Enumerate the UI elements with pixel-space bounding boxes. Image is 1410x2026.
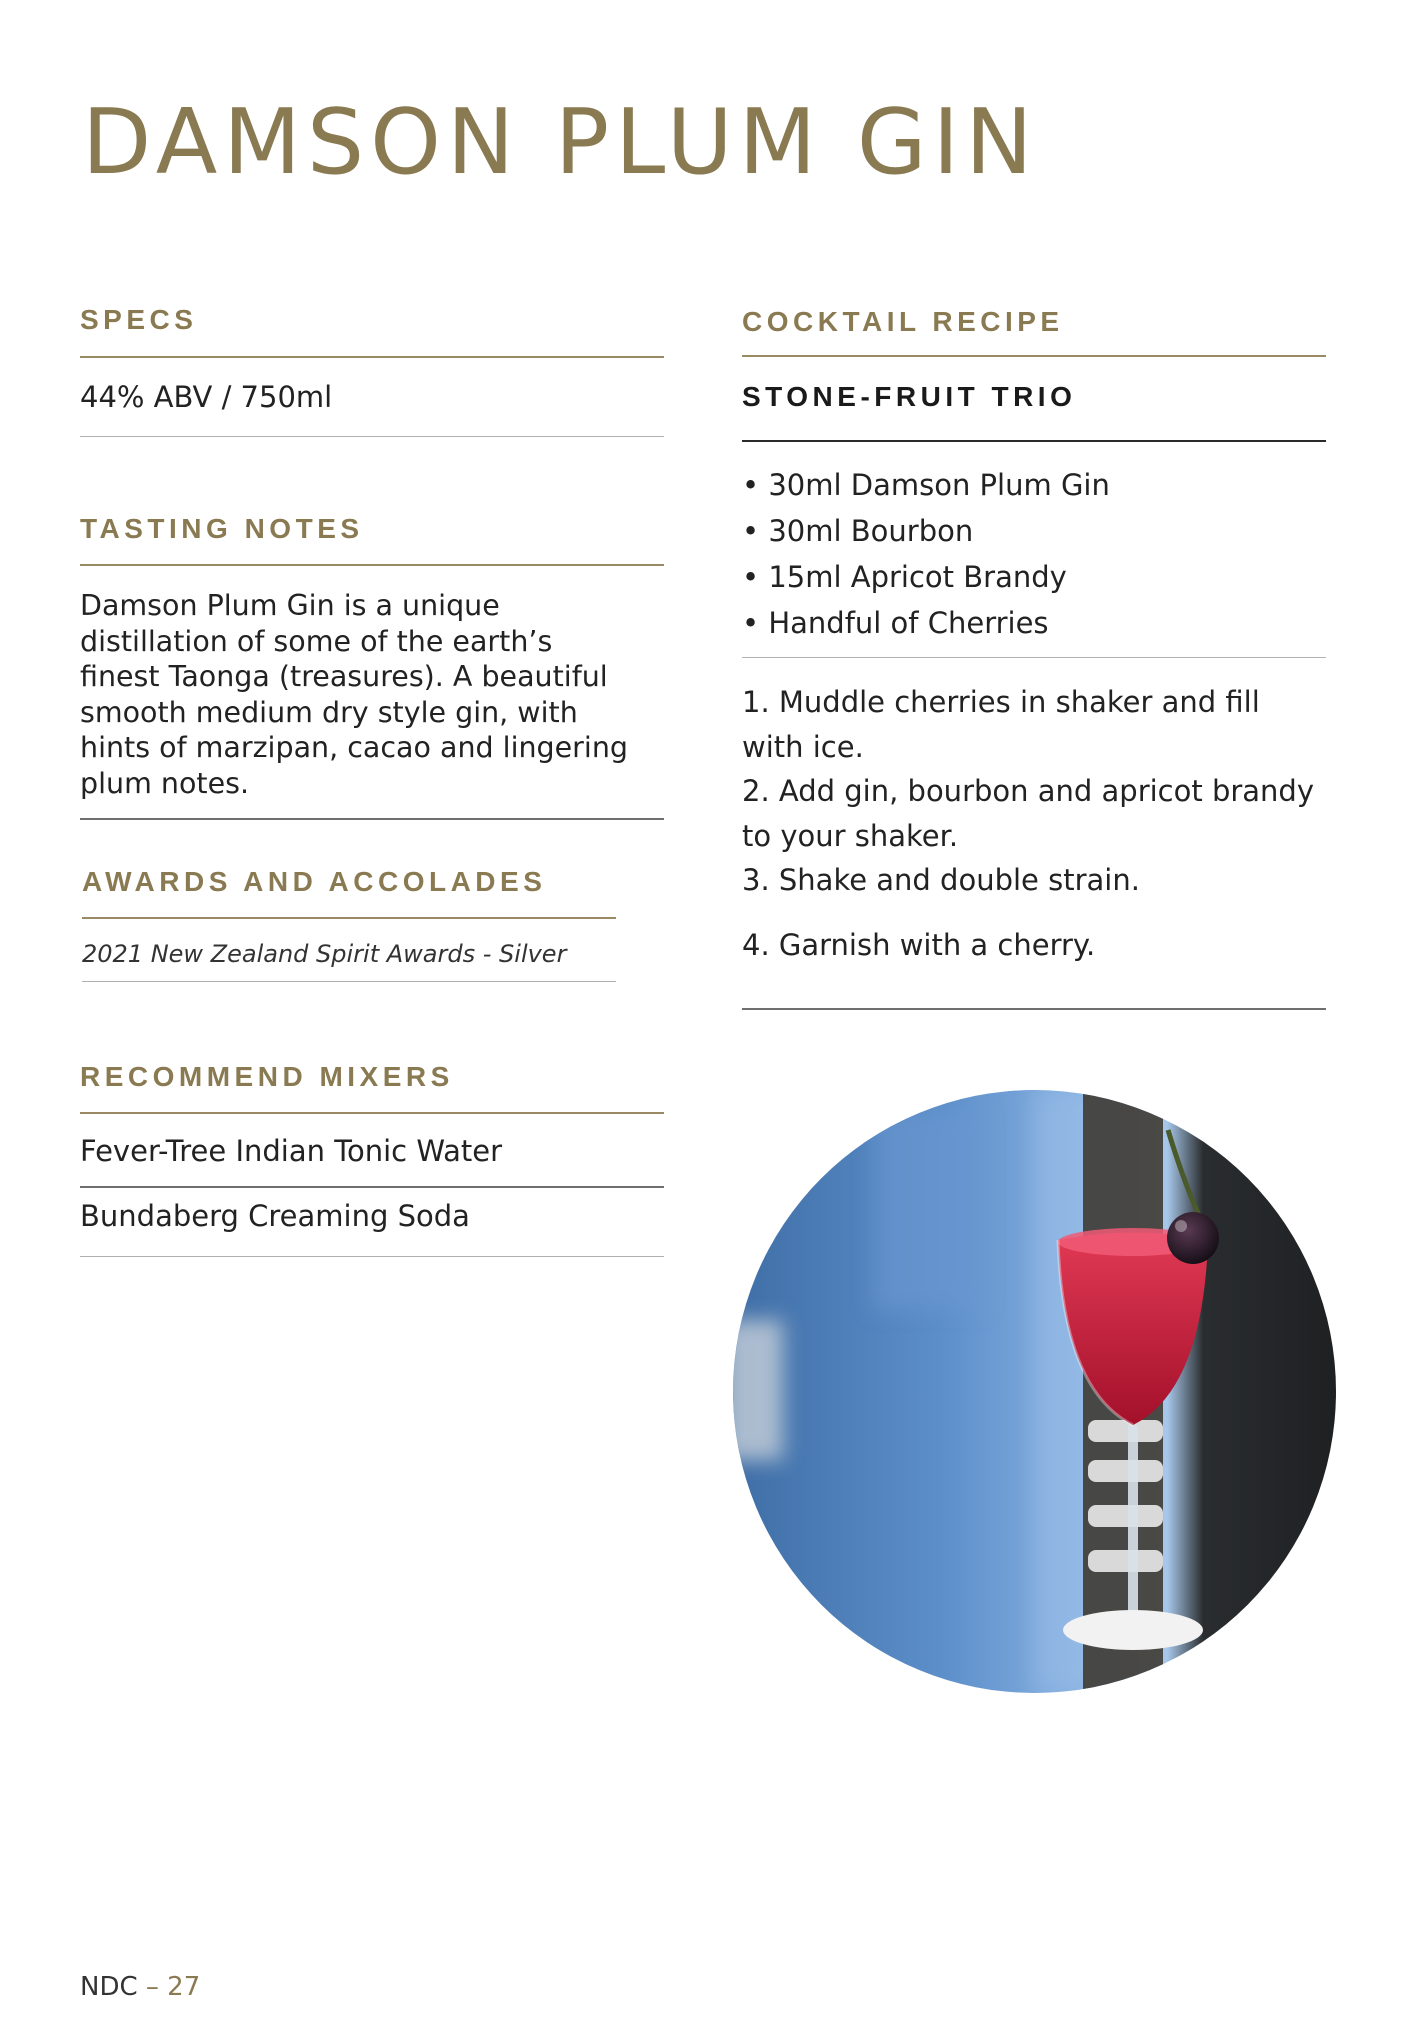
tasting-notes-rule	[80, 564, 664, 566]
mixers-bottom-rule	[80, 1256, 664, 1257]
page-title: DAMSON PLUM GIN	[82, 90, 1039, 195]
cocktail-name: STONE-FRUIT TRIO	[742, 381, 1077, 412]
footer-brand: NDC	[80, 1972, 138, 2002]
specs-bottom-rule	[80, 436, 664, 437]
mixer-item: Fever-Tree Indian Tonic Water	[80, 1134, 503, 1168]
method-step: 4. Garnish with a cherry.	[742, 927, 1096, 962]
ingredient-item: • 30ml Damson Plum Gin	[742, 468, 1110, 502]
method-step: 3. Shake and double strain.	[742, 863, 1140, 897]
cocktail-name-rule	[742, 440, 1326, 442]
mixers-rule	[80, 1112, 664, 1114]
method-step: 2. Add gin, bourbon and apricot brandy to your shaker.	[742, 774, 1314, 853]
mixer-divider	[80, 1186, 664, 1188]
awards-bottom-rule	[82, 981, 616, 982]
tasting-notes-text: Damson Plum Gin is a unique distillation of some of the earth’s finest Taonga (treasures). A beautiful smooth medium dry style gin, with hints of marzipan, cacao and lingering plum notes.	[80, 589, 628, 800]
tasting-notes-bottom-rule	[80, 818, 664, 820]
page-number: 27	[167, 1972, 201, 2002]
ingredient-item: • Handful of Cherries	[742, 606, 1049, 640]
method-step: 1. Muddle cherries in shaker and fill with ice.	[742, 685, 1260, 764]
specs-heading: SPECS	[80, 304, 198, 335]
tasting-notes-heading: TASTING NOTES	[80, 513, 364, 544]
cocktail-photo-illustration	[733, 1090, 1336, 1693]
mixer-item: Bundaberg Creaming Soda	[80, 1199, 470, 1233]
specs-value: 44% ABV / 750ml	[80, 380, 333, 414]
cocktail-photo	[733, 1090, 1336, 1693]
ingredient-item: • 30ml Bourbon	[742, 514, 974, 548]
ingredients-bottom-rule	[742, 657, 1326, 658]
cocktail-recipe-rule	[742, 355, 1326, 357]
mixers-heading: RECOMMEND MIXERS	[80, 1061, 454, 1092]
awards-rule	[82, 917, 616, 919]
cocktail-recipe-heading: COCKTAIL RECIPE	[742, 306, 1064, 337]
awards-heading: AWARDS AND ACCOLADES	[82, 866, 547, 897]
method-bottom-rule	[742, 1008, 1326, 1010]
ingredient-item: • 15ml Apricot Brandy	[742, 560, 1067, 594]
specs-rule	[80, 356, 664, 358]
award-item: 2021 New Zealand Spirit Awards - Silver	[82, 940, 567, 968]
footer-separator: –	[137, 1972, 168, 2002]
method-steps	[742, 680, 1322, 967]
ingredient-list	[742, 462, 1110, 646]
page-footer	[80, 1972, 200, 2002]
